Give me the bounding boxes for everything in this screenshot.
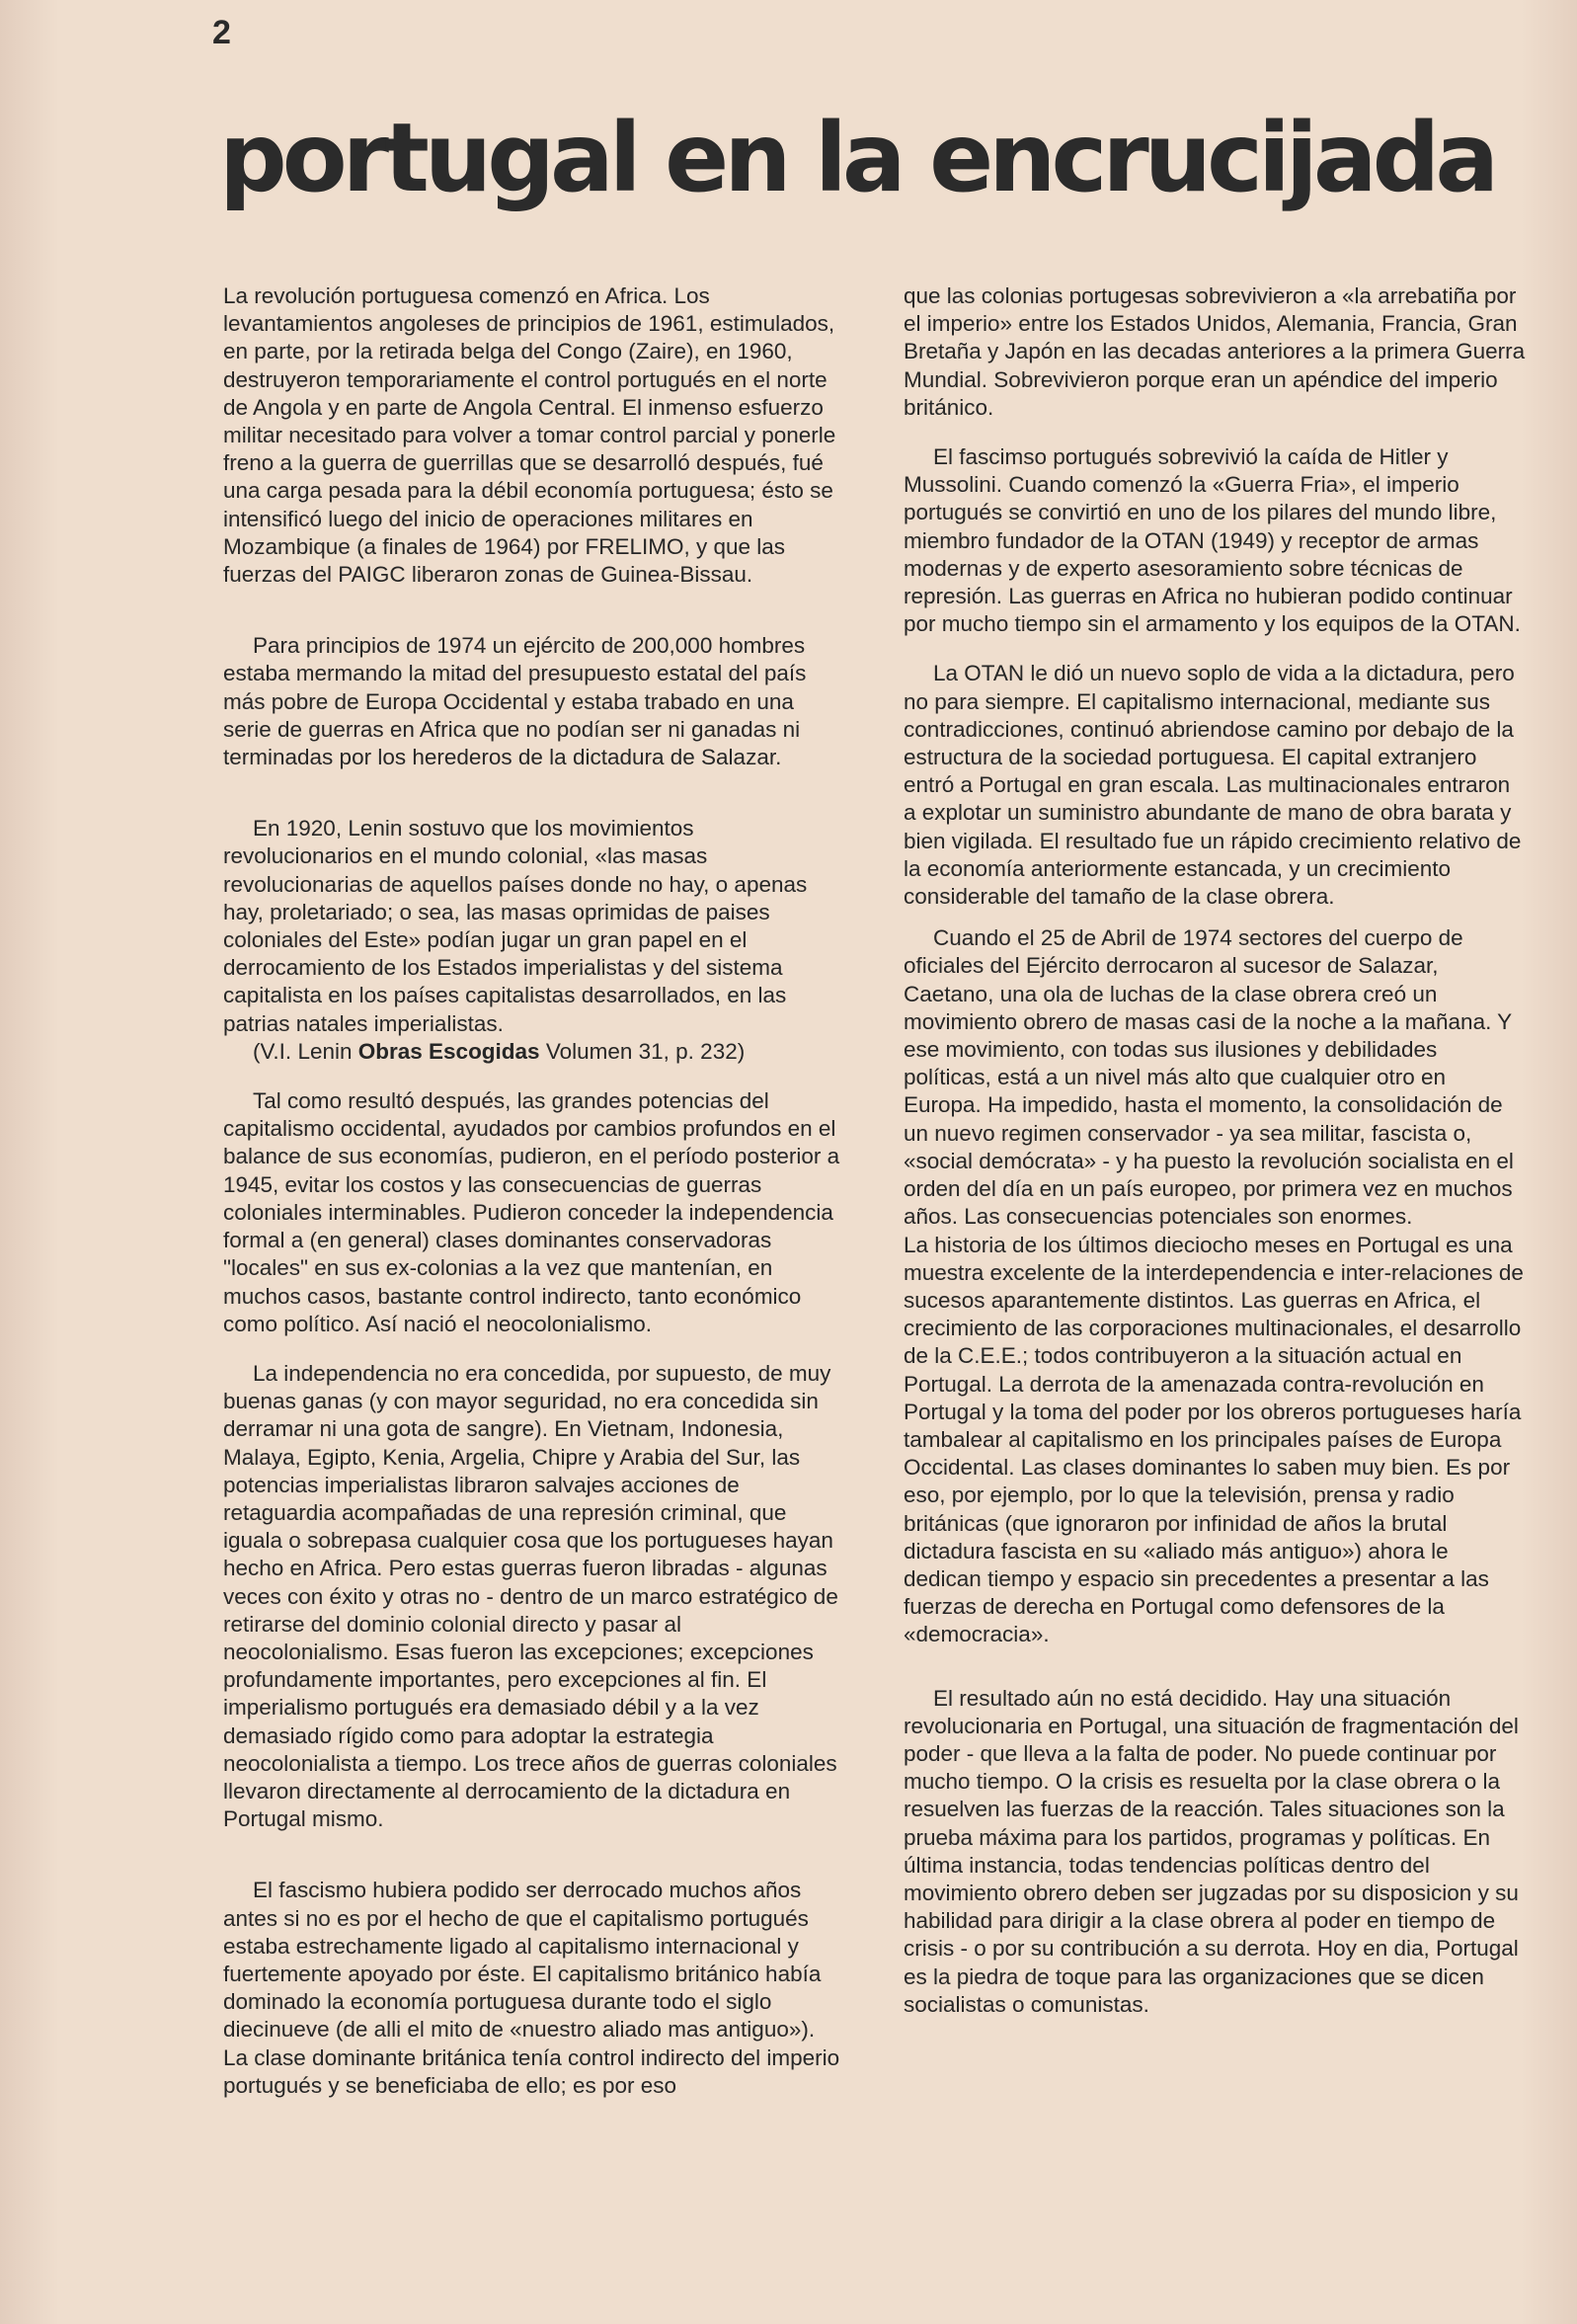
headline: portugal en la encrucijada <box>219 103 1495 213</box>
paragraph: La historia de los últimos dieciocho meses en Portugal es una muestra excelente de la interdependencia e inter-relaciones de sucesos aparantemente distintos. Las guerras en Africa, el crecimiento de las corporaciones multinacionales, el desarrollo de la C.E.E.; todos contribuyeron a la situación actual en Portugal. La derrota de la amenazada contra-revolución en Portugal y la toma del poder por los obreros portugueses haría tambalear al capitalismo en los principales países de Europa Occidental. Las clases dominantes lo saben muy bien. Es por eso, por ejemplo, por lo que la televisión, prensa y radio británicas (que ignoraron por infinidad de años la brutal dictadura fascista en su «aliado más antiguo») ahora le dedican tiempo y espacio sin precedentes a presentar a las fuerzas de derecha en Portugal como defensores de la «democracia». <box>904 1232 1524 1647</box>
paragraph: Cuando el 25 de Abril de 1974 sectores del cuerpo de oficiales del Ejército derrocaron al sucesor de Salazar, Caetano, una ola de luchas de la clase obrera creó un movimiento obrero de masas casi de la noche a la mañana. Y ese movimiento, con todas sus ilusiones y debilidades políticas, está a un nivel más alto que cualquier otro en Europa. Ha impedido, hasta el momento, la consolidación de un nuevo regimen conservador - ya sea militar, fascista o, «social demócrata» - y ha puesto la revolución socialista en el orden del día en un país europeo, por primera vez en muchos años. Las consecuencias potenciales son enormes. <box>904 925 1514 1230</box>
citation-suffix: Volumen 31, p. 232) <box>539 1038 746 1064</box>
citation <box>223 1038 845 1066</box>
citation-title: Obras Escogidas <box>357 1038 540 1064</box>
citation-prefix: (V.I. Lenin <box>253 1038 358 1064</box>
paragraph: El fascismo hubiera podido ser derrocado muchos años antes si no es por el hecho de que el capitalismo portugués estaba estrechamente ligado al capitalismo internacional y fuertemente apoyado por éste. El capitalismo británico había dominado la economía portuguesa durante todo el siglo diecinueve (de alli el mito de «nuestro aliado mas antiguo»). La clase dominante británica tenía control indirecto del imperio portugués y se beneficiaba de ello; es por eso <box>223 1878 840 2098</box>
paragraph: El fascimso portugués sobrevivió la caída de Hitler y Mussolini. Cuando comenzó la «Guerra Fria», el imperio portugués se convirtió en uno de los pilares del mundo libre, miembro fundador de la OTAN (1949) y receptor de armas modernas y de experto asesoramiento sobre técnicas de represión. Las guerras en Africa no hubieran podido continuar por mucho tiempo sin el armamento y los equipos de la OTAN. <box>904 444 1521 637</box>
paragraph: El resultado aún no está decidido. Hay una situación revolucionaria en Portugal, una situación de fragmentación del poder - que lleva a la falta de poder. No puede continuar por mucho tiempo. O la crisis es resuelta por la clase obrera o la resuelven las fuerzas de la reacción. Tales situaciones son la prueba máxima para los partidos, programas y políticas. En última instancia, todas tendencias políticas dentro del movimiento obrero deben ser jugzadas por su disposicion y su habilidad para dirigir a la clase obrera al poder en tiempo de crisis - o por su contribución a su derrota. Hoy en dia, Portugal es la piedra de toque para las organizaciones que se dicen socialistas o comunistas. <box>904 1685 1519 2017</box>
paragraph-with-citation <box>223 815 845 1066</box>
paragraph: La independencia no era concedida, por supuesto, de muy buenas ganas (y con mayor seguridad, no era concedida sin derramar ni una gota de sangre). En Vietnam, Indonesia, Malaya, Egipto, Kenia, Argelia, Chipre y Arabia del Sur, las potencias imperialistas libraron salvajes acciones de retaguardia acompañadas de una represión criminal, que iguala o sobrepasa cualquier cosa que los portugueses hayan hecho en Africa. Pero estas guerras fueron libradas - algunas veces con éxito y otras no - dentro de un marco estratégico de retirarse del dominio colonial directo y pasar al neocolonialismo. Esas fueron las excepciones; excepciones profundamente importantes, pero excepciones al fin. El imperialismo portugués era demasiado débil y a la vez demasiado rígido como para adoptar la estrategia neocolonialista a tiempo. Los trece años de guerras coloniales llevaron directamente al derrocamiento de la dictadura en Portugal mismo. <box>223 1360 838 1832</box>
paragraph-text: En 1920, Lenin sostuvo que los movimientos revolucionarios en el mundo colonial, «las masas revolucionarias de aquellos países donde no hay, o apenas hay, proletariado; o sea, las masas oprimidas de paises coloniales del Este» podían jugar un gran papel en el derrocamiento de los Estados imperialistas y del sistema capitalista en los países capitalistas desarrollados, en las patrias natales imperialistas. <box>223 816 808 1036</box>
right-column <box>904 282 1526 2041</box>
left-column <box>223 282 845 2122</box>
page-number: 2 <box>212 14 231 51</box>
paragraph: que las colonias portugesas sobrevivieron a «la arrebatiña por el imperio» entre los Estados Unidos, Alemania, Francia, Gran Bretaña y Japón en las decadas anteriores a la primera Guerra Mundial. Sobrevivieron porque eran un apéndice del imperio británico. <box>904 283 1526 420</box>
paragraph: La OTAN le dió un nuevo soplo de vida a la dictadura, pero no para siempre. El capitalismo internacional, mediante sus contradicciones, continuó abriendose camino por debajo de la estructura de la sociedad portuguesa. El capital extranjero entró a Portugal en gran escala. Las multinacionales entraron a explotar un suministro abundante de mano de obra barata y bien vigilada. El resultado fue un rápido crecimiento relativo de la economía anteriormente estancada, y un crecimiento considerable del tamaño de la clase obrera. <box>904 661 1522 910</box>
paragraph: La revolución portuguesa comenzó en Africa. Los levantamientos angoleses de principios de 1961, estimulados, en parte, por la retirada belga del Congo (Zaire), en 1960, destruyeron temporariamente el control portugués en el norte de Angola y en parte de Angola Central. El inmenso esfuerzo militar necesitado para volver a tomar control parcial y ponerle freno a la guerra de guerrillas que se desarrolló después, fué una carga pesada para la débil economía portuguesa; ésto se intensificó luego del inicio de operaciones militares en Mozambique (a finales de 1964) por FRELIMO, y que las fuerzas del PAIGC liberaron zonas de Guinea-Bissau. <box>223 283 836 588</box>
paragraph: Tal como resultó después, las grandes potencias del capitalismo occidental, ayudados por cambios profundos en el balance de sus economías, pudieron, en el período posterior a 1945, evitar los costos y las consecuencias de guerras coloniales interminables. Pudieron conceder la independencia formal a (en general) clases dominantes conservadoras "locales" en sus ex-colonias a la vez que mantenían, en muchos casos, bastante control indirecto, tanto económico como político. Así nació el neocolonialismo. <box>223 1088 840 1336</box>
paragraph: Para principios de 1974 un ejército de 200,000 hombres estaba mermando la mitad del presupuesto estatal del país más pobre de Europa Occidental y estaba trabado en una serie de guerras en Africa que no podían ser ni ganadas ni terminadas por los herederos de la dictadura de Salazar. <box>223 633 807 770</box>
